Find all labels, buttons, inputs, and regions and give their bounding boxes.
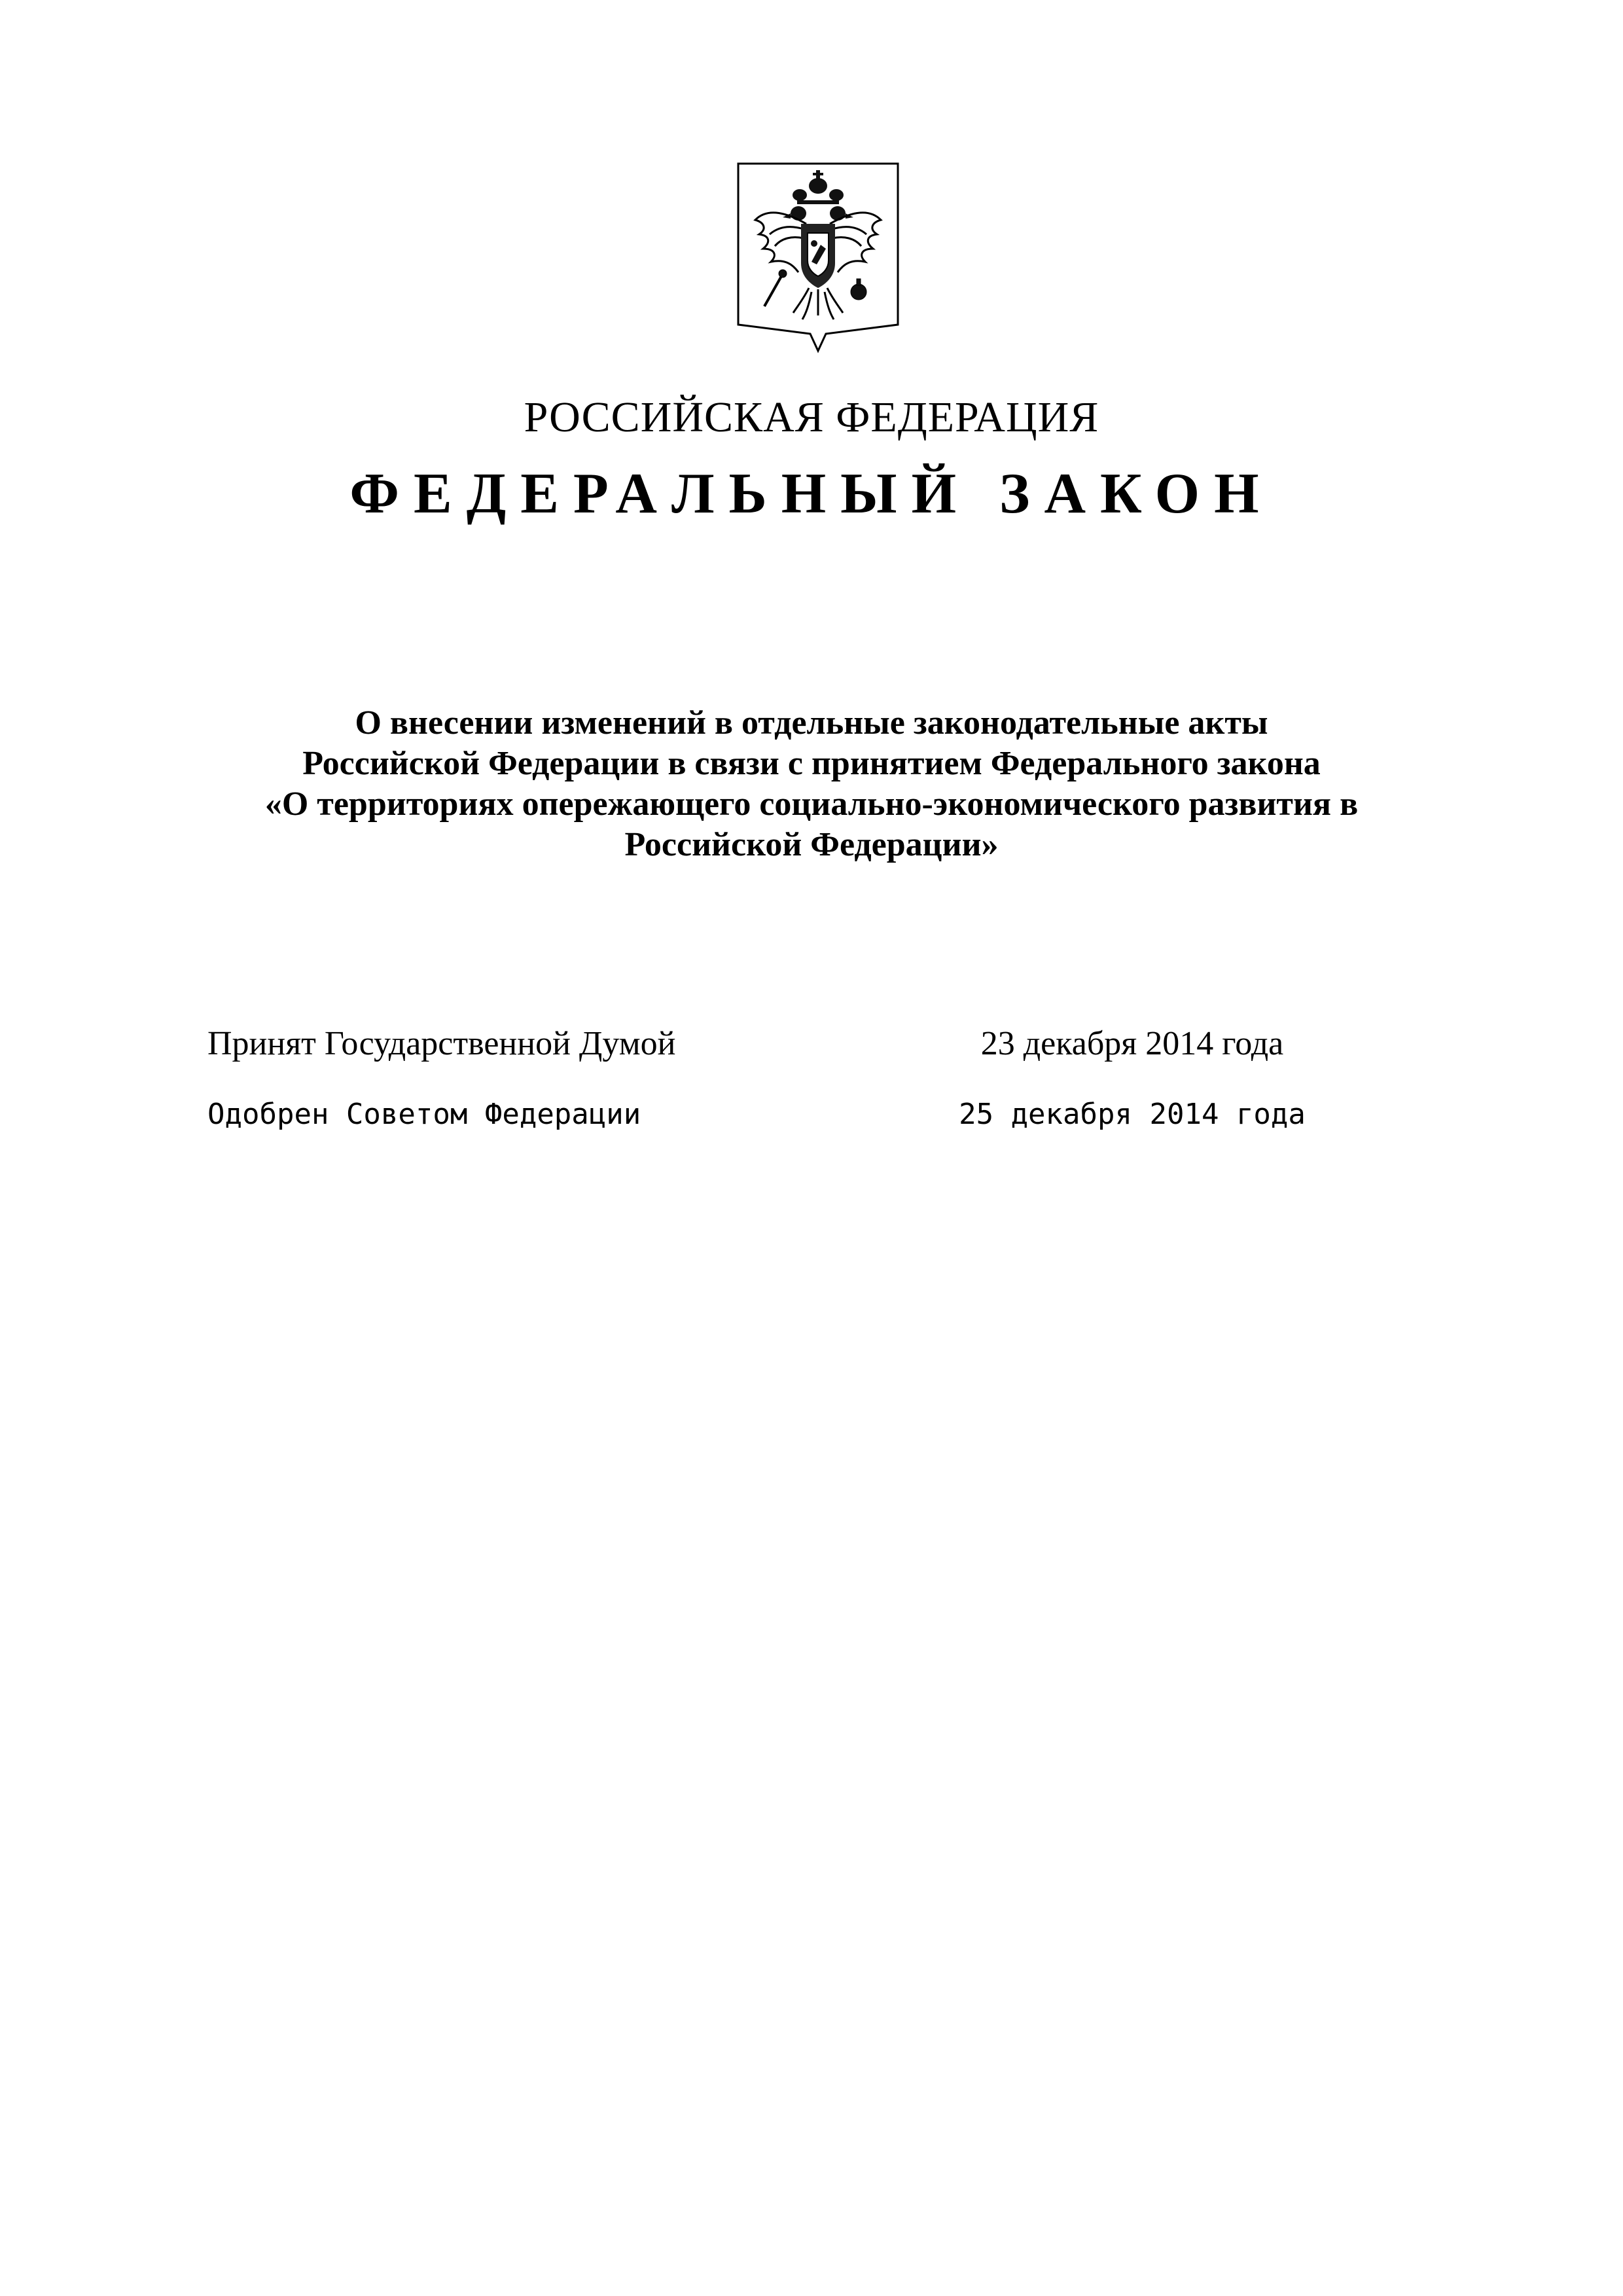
law-title-line: Российской Федерации» <box>624 826 999 863</box>
council-approval-date: 25 декабря 2014 года <box>959 1098 1306 1131</box>
council-approval-row <box>0 1092 1623 1144</box>
document-type: ФЕДЕРАЛЬНЫЙ ЗАКОН <box>349 462 1274 526</box>
duma-approval-date: 23 декабря 2014 года <box>980 1025 1284 1062</box>
duma-approval-row <box>0 1021 1623 1073</box>
law-title-line: «О территориях опережающего социально-экономического развития в <box>264 785 1359 823</box>
council-approval-label: Одобрен Советом Федерации <box>207 1098 641 1131</box>
duma-approval-label: Принят Государственной Думой <box>207 1025 676 1062</box>
law-title <box>157 703 1466 865</box>
country-name: РОССИЙСКАЯ ФЕДЕРАЦИЯ <box>524 393 1099 441</box>
law-title-line: О внесении изменений в отдельные законодательные акты <box>355 704 1268 742</box>
coat-of-arms-icon <box>736 161 901 353</box>
law-title-line: Российской Федерации в связи с принятием Федерального закона <box>302 745 1321 782</box>
